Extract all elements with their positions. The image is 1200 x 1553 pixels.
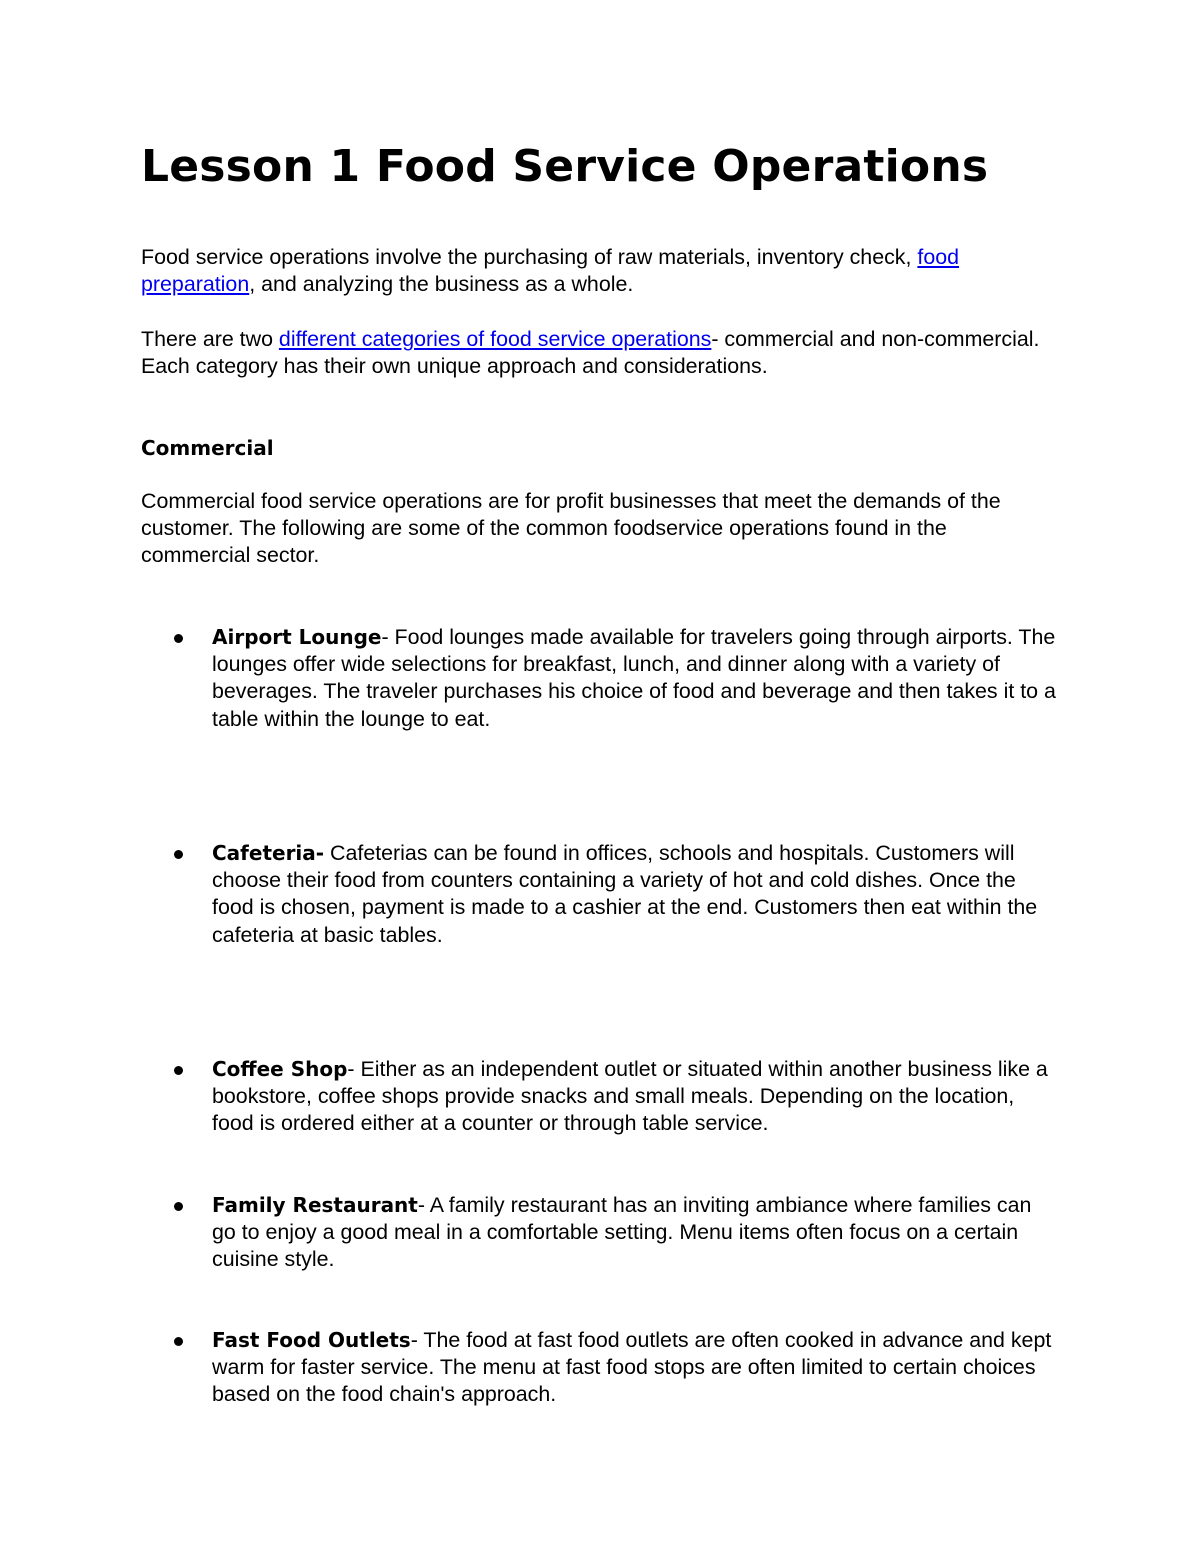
list-item-text [212,840,1057,949]
intro-paragraph [141,244,1056,298]
list-item-text [212,1192,1057,1274]
intro-text-start: Food service operations involve the purchasing of raw materials, inventory check, [141,245,918,269]
bullet-icon [174,1337,183,1346]
list-item-term: Family Restaurant [212,1193,418,1217]
bullet-icon [174,1202,183,1211]
list-item-description: - A family restaurant has an inviting ambiance where families can go to enjoy a good meal in a comfortable setting. Menu items often focus on a certain cuisine style. [212,1193,1032,1272]
intro-text-end: , and analyzing the business as a whole. [249,272,634,297]
list-item-description: - The food at fast food outlets are often cooked in advance and kept warm for faster service. The menu at fast food stops are often limited to certain choices based on the food chain's approach. [212,1328,1052,1407]
list-item-text [212,1327,1057,1409]
bullet-icon [174,1066,183,1075]
bullet-icon [174,850,183,859]
bullet-icon [174,634,183,643]
categories-link[interactable]: different categories of food service operations [278,327,712,351]
list-item-description: - Food lounges made available for travelers going through airports. The lounges offer wide selections for breakfast, lunch, and dinner along with a variety of beverages. The traveler purchases his choice of food and beverage and then takes it to a table within the lounge to eat. [212,625,1056,731]
commercial-paragraph: Commercial food service operations are for profit businesses that meet the demands of the customer. The following are some of the common foodservice operations found in the commercial sector. [141,489,1001,568]
list-item-term: Airport Lounge [212,625,382,649]
list-item-description: - Either as an independent outlet or situated within another business like a bookstore, coffee shops provide snacks and small meals. Depending on the location, food is ordered either at a counter or through table service. [212,1057,1048,1136]
list-item-term: Coffee Shop [212,1057,348,1081]
food-preparation-link[interactable]: food preparation [141,245,960,297]
list-item-text [212,1056,1057,1138]
categories-text-end: - commercial and non-commercial. Each category has their own unique approach and considerations. [141,327,1040,379]
page-title: Lesson 1 Food Service Operations [141,141,989,192]
list-item-text [212,624,1057,733]
list-item-term: Fast Food Outlets [212,1328,411,1352]
commercial-heading: Commercial [141,436,274,460]
list-item-term: Cafeteria- [212,841,325,865]
categories-text-start: There are two [141,327,279,351]
categories-paragraph [141,326,1056,380]
list-item-description: Cafeterias can be found in offices, schools and hospitals. Customers will choose their food from counters containing a variety of hot and cold dishes. Once the food is chosen, payment is made to a cashier at the end. Customers then eat within the cafeteria at basic tables. [212,841,1038,947]
